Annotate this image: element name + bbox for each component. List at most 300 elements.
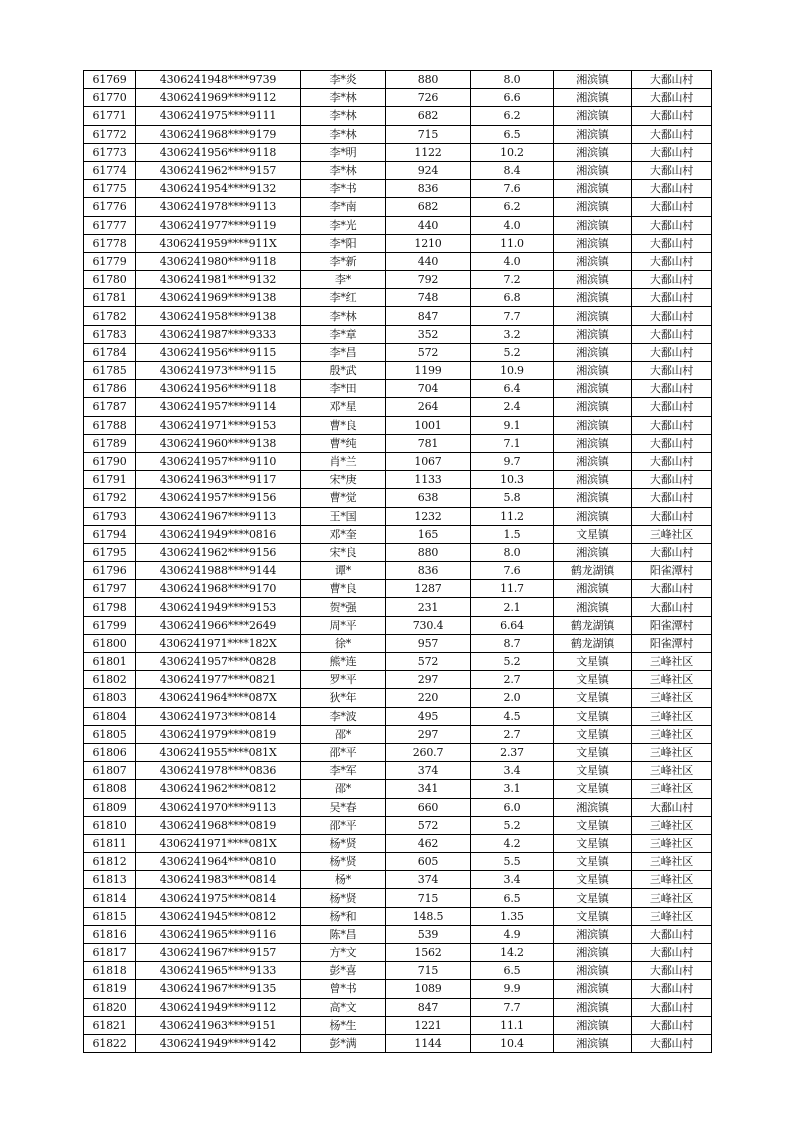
cell-amount: 792 (386, 271, 471, 289)
cell-area: 10.4 (471, 1034, 554, 1052)
cell-area: 5.2 (471, 653, 554, 671)
cell-id-number: 4306241967****9113 (136, 507, 301, 525)
cell-id-number: 4306241957****0828 (136, 653, 301, 671)
cell-row-number: 61776 (84, 198, 136, 216)
cell-town: 湘滨镇 (554, 962, 632, 980)
cell-row-number: 61770 (84, 89, 136, 107)
cell-town: 鹤龙湖镇 (554, 634, 632, 652)
cell-village: 阳雀潭村 (632, 634, 712, 652)
cell-town: 湘滨镇 (554, 234, 632, 252)
cell-village: 大鄱山村 (632, 362, 712, 380)
cell-id-number: 4306241949****9142 (136, 1034, 301, 1052)
cell-town: 湘滨镇 (554, 598, 632, 616)
cell-row-number: 61769 (84, 71, 136, 89)
cell-town: 湘滨镇 (554, 343, 632, 361)
cell-area: 14.2 (471, 944, 554, 962)
table-row (84, 180, 712, 198)
cell-id-number: 4306241968****9179 (136, 125, 301, 143)
table-row (84, 816, 712, 834)
cell-amount: 148.5 (386, 907, 471, 925)
cell-id-number: 4306241956****9115 (136, 343, 301, 361)
cell-town: 湘滨镇 (554, 416, 632, 434)
cell-area: 4.2 (471, 834, 554, 852)
cell-row-number: 61778 (84, 234, 136, 252)
cell-person-name: 宋*良 (301, 543, 386, 561)
cell-id-number: 4306241969****9112 (136, 89, 301, 107)
cell-area: 10.9 (471, 362, 554, 380)
cell-person-name: 彭*满 (301, 1034, 386, 1052)
cell-id-number: 4306241987****9333 (136, 325, 301, 343)
table-row (84, 653, 712, 671)
table-row (84, 161, 712, 179)
cell-village: 大鄱山村 (632, 489, 712, 507)
cell-area: 6.8 (471, 289, 554, 307)
cell-town: 文星镇 (554, 653, 632, 671)
cell-village: 大鄱山村 (632, 216, 712, 234)
cell-person-name: 狄*年 (301, 689, 386, 707)
table-row (84, 525, 712, 543)
cell-row-number: 61820 (84, 998, 136, 1016)
cell-area: 11.2 (471, 507, 554, 525)
cell-amount: 605 (386, 853, 471, 871)
cell-village: 大鄱山村 (632, 471, 712, 489)
cell-id-number: 4306241978****9113 (136, 198, 301, 216)
cell-town: 文星镇 (554, 671, 632, 689)
cell-row-number: 61794 (84, 525, 136, 543)
table-row (84, 853, 712, 871)
table-row (84, 471, 712, 489)
cell-amount: 781 (386, 434, 471, 452)
cell-village: 三峰社区 (632, 707, 712, 725)
cell-id-number: 4306241964****0810 (136, 853, 301, 871)
cell-amount: 836 (386, 180, 471, 198)
cell-area: 4.9 (471, 925, 554, 943)
table-row (84, 634, 712, 652)
cell-town: 湘滨镇 (554, 998, 632, 1016)
cell-village: 大鄱山村 (632, 944, 712, 962)
cell-village: 大鄱山村 (632, 1034, 712, 1052)
table-row (84, 671, 712, 689)
cell-amount: 1144 (386, 1034, 471, 1052)
table-row (84, 362, 712, 380)
cell-area: 7.7 (471, 998, 554, 1016)
cell-person-name: 杨*生 (301, 1016, 386, 1034)
cell-row-number: 61795 (84, 543, 136, 561)
cell-person-name: 李*林 (301, 89, 386, 107)
cell-id-number: 4306241962****0812 (136, 780, 301, 798)
cell-town: 湘滨镇 (554, 925, 632, 943)
cell-id-number: 4306241973****0814 (136, 707, 301, 725)
table-row (84, 834, 712, 852)
cell-amount: 440 (386, 216, 471, 234)
cell-row-number: 61804 (84, 707, 136, 725)
cell-id-number: 4306241971****182X (136, 634, 301, 652)
cell-area: 6.5 (471, 962, 554, 980)
cell-id-number: 4306241966****2649 (136, 616, 301, 634)
cell-person-name: 曹*觉 (301, 489, 386, 507)
table-row (84, 889, 712, 907)
cell-row-number: 61772 (84, 125, 136, 143)
cell-row-number: 61789 (84, 434, 136, 452)
cell-row-number: 61802 (84, 671, 136, 689)
cell-amount: 539 (386, 925, 471, 943)
cell-amount: 715 (386, 889, 471, 907)
cell-village: 大鄱山村 (632, 798, 712, 816)
cell-id-number: 4306241956****9118 (136, 380, 301, 398)
cell-area: 11.0 (471, 234, 554, 252)
cell-town: 湘滨镇 (554, 307, 632, 325)
cell-amount: 352 (386, 325, 471, 343)
cell-town: 文星镇 (554, 525, 632, 543)
cell-person-name: 熊*连 (301, 653, 386, 671)
cell-town: 文星镇 (554, 853, 632, 871)
table-row (84, 998, 712, 1016)
cell-id-number: 4306241962****9156 (136, 543, 301, 561)
cell-id-number: 4306241959****911X (136, 234, 301, 252)
cell-area: 2.7 (471, 671, 554, 689)
cell-person-name: 李*昌 (301, 343, 386, 361)
cell-village: 大鄱山村 (632, 598, 712, 616)
cell-id-number: 4306241968****9170 (136, 580, 301, 598)
cell-village: 大鄱山村 (632, 325, 712, 343)
cell-amount: 231 (386, 598, 471, 616)
table-row (84, 507, 712, 525)
cell-amount: 748 (386, 289, 471, 307)
cell-id-number: 4306241968****0819 (136, 816, 301, 834)
cell-row-number: 61808 (84, 780, 136, 798)
cell-amount: 440 (386, 252, 471, 270)
cell-row-number: 61799 (84, 616, 136, 634)
cell-row-number: 61806 (84, 743, 136, 761)
table-row (84, 1016, 712, 1034)
cell-person-name: 李*波 (301, 707, 386, 725)
cell-town: 湘滨镇 (554, 198, 632, 216)
table-row (84, 962, 712, 980)
cell-id-number: 4306241962****9157 (136, 161, 301, 179)
cell-village: 三峰社区 (632, 671, 712, 689)
cell-id-number: 4306241963****9151 (136, 1016, 301, 1034)
cell-village: 大鄱山村 (632, 289, 712, 307)
cell-village: 大鄱山村 (632, 416, 712, 434)
cell-person-name: 李*军 (301, 762, 386, 780)
cell-id-number: 4306241945****0812 (136, 907, 301, 925)
cell-amount: 572 (386, 653, 471, 671)
cell-row-number: 61803 (84, 689, 136, 707)
cell-town: 湘滨镇 (554, 489, 632, 507)
cell-person-name: 杨*贤 (301, 889, 386, 907)
cell-row-number: 61810 (84, 816, 136, 834)
cell-row-number: 61813 (84, 871, 136, 889)
cell-person-name: 李*新 (301, 252, 386, 270)
cell-id-number: 4306241957****9114 (136, 398, 301, 416)
cell-area: 5.2 (471, 816, 554, 834)
cell-town: 湘滨镇 (554, 1016, 632, 1034)
cell-town: 湘滨镇 (554, 980, 632, 998)
cell-town: 文星镇 (554, 743, 632, 761)
table-row (84, 71, 712, 89)
cell-town: 湘滨镇 (554, 398, 632, 416)
cell-row-number: 61786 (84, 380, 136, 398)
cell-person-name: 李*田 (301, 380, 386, 398)
cell-area: 4.5 (471, 707, 554, 725)
table-row (84, 598, 712, 616)
cell-person-name: 曾*书 (301, 980, 386, 998)
cell-amount: 374 (386, 871, 471, 889)
cell-id-number: 4306241967****9135 (136, 980, 301, 998)
cell-amount: 220 (386, 689, 471, 707)
cell-town: 文星镇 (554, 707, 632, 725)
cell-row-number: 61780 (84, 271, 136, 289)
cell-id-number: 4306241981****9132 (136, 271, 301, 289)
cell-row-number: 61775 (84, 180, 136, 198)
cell-village: 大鄱山村 (632, 89, 712, 107)
cell-row-number: 61781 (84, 289, 136, 307)
cell-area: 9.7 (471, 452, 554, 470)
cell-village: 大鄱山村 (632, 307, 712, 325)
cell-amount: 495 (386, 707, 471, 725)
cell-amount: 957 (386, 634, 471, 652)
cell-area: 8.0 (471, 543, 554, 561)
table-row (84, 925, 712, 943)
cell-area: 6.5 (471, 125, 554, 143)
cell-person-name: 邵* (301, 780, 386, 798)
cell-village: 阳雀潭村 (632, 616, 712, 634)
cell-town: 文星镇 (554, 889, 632, 907)
cell-row-number: 61774 (84, 161, 136, 179)
cell-area: 2.37 (471, 743, 554, 761)
cell-village: 三峰社区 (632, 525, 712, 543)
cell-area: 8.4 (471, 161, 554, 179)
cell-town: 湘滨镇 (554, 180, 632, 198)
cell-area: 10.3 (471, 471, 554, 489)
cell-village: 三峰社区 (632, 889, 712, 907)
cell-town: 湘滨镇 (554, 271, 632, 289)
cell-area: 3.4 (471, 871, 554, 889)
cell-row-number: 61811 (84, 834, 136, 852)
cell-village: 三峰社区 (632, 743, 712, 761)
cell-village: 三峰社区 (632, 907, 712, 925)
cell-person-name: 徐* (301, 634, 386, 652)
cell-person-name: 李*阳 (301, 234, 386, 252)
cell-village: 大鄱山村 (632, 434, 712, 452)
cell-town: 湘滨镇 (554, 944, 632, 962)
cell-town: 文星镇 (554, 780, 632, 798)
cell-village: 大鄱山村 (632, 398, 712, 416)
cell-area: 6.6 (471, 89, 554, 107)
cell-village: 大鄱山村 (632, 962, 712, 980)
cell-village: 大鄱山村 (632, 998, 712, 1016)
cell-village: 三峰社区 (632, 871, 712, 889)
cell-town: 湘滨镇 (554, 289, 632, 307)
cell-person-name: 曹*良 (301, 580, 386, 598)
table-row (84, 689, 712, 707)
cell-row-number: 61792 (84, 489, 136, 507)
cell-row-number: 61790 (84, 452, 136, 470)
cell-village: 大鄱山村 (632, 71, 712, 89)
cell-person-name: 宋*庚 (301, 471, 386, 489)
cell-id-number: 4306241971****9153 (136, 416, 301, 434)
cell-town: 文星镇 (554, 689, 632, 707)
cell-village: 三峰社区 (632, 853, 712, 871)
cell-area: 4.0 (471, 216, 554, 234)
cell-area: 7.7 (471, 307, 554, 325)
cell-town: 湘滨镇 (554, 798, 632, 816)
table-row (84, 343, 712, 361)
table-row (84, 252, 712, 270)
cell-row-number: 61818 (84, 962, 136, 980)
cell-area: 5.2 (471, 343, 554, 361)
cell-id-number: 4306241975****0814 (136, 889, 301, 907)
cell-amount: 1089 (386, 980, 471, 998)
cell-area: 7.6 (471, 562, 554, 580)
cell-amount: 1287 (386, 580, 471, 598)
cell-id-number: 4306241965****9133 (136, 962, 301, 980)
cell-person-name: 李*林 (301, 107, 386, 125)
cell-amount: 1067 (386, 452, 471, 470)
cell-id-number: 4306241977****0821 (136, 671, 301, 689)
cell-area: 2.4 (471, 398, 554, 416)
records-table (83, 70, 712, 1053)
cell-row-number: 61791 (84, 471, 136, 489)
cell-amount: 374 (386, 762, 471, 780)
cell-id-number: 4306241956****9118 (136, 143, 301, 161)
cell-village: 大鄱山村 (632, 343, 712, 361)
table-row (84, 380, 712, 398)
cell-id-number: 4306241964****087X (136, 689, 301, 707)
table-row (84, 198, 712, 216)
cell-area: 4.0 (471, 252, 554, 270)
cell-area: 1.35 (471, 907, 554, 925)
cell-area: 7.1 (471, 434, 554, 452)
table-row (84, 725, 712, 743)
cell-area: 3.1 (471, 780, 554, 798)
cell-village: 大鄱山村 (632, 198, 712, 216)
cell-id-number: 4306241988****9144 (136, 562, 301, 580)
table-row (84, 325, 712, 343)
table-row (84, 434, 712, 452)
table-row (84, 107, 712, 125)
cell-row-number: 61782 (84, 307, 136, 325)
cell-id-number: 4306241973****9115 (136, 362, 301, 380)
cell-area: 6.5 (471, 889, 554, 907)
cell-amount: 1122 (386, 143, 471, 161)
cell-town: 湘滨镇 (554, 125, 632, 143)
cell-town: 湘滨镇 (554, 107, 632, 125)
cell-person-name: 李*明 (301, 143, 386, 161)
cell-amount: 1232 (386, 507, 471, 525)
cell-id-number: 4306241963****9117 (136, 471, 301, 489)
cell-town: 湘滨镇 (554, 543, 632, 561)
cell-amount: 1562 (386, 944, 471, 962)
cell-person-name: 邓*星 (301, 398, 386, 416)
cell-area: 6.2 (471, 107, 554, 125)
table-row (84, 980, 712, 998)
cell-amount: 847 (386, 307, 471, 325)
table-row (84, 798, 712, 816)
cell-village: 三峰社区 (632, 725, 712, 743)
table-row (84, 489, 712, 507)
cell-area: 6.2 (471, 198, 554, 216)
cell-amount: 297 (386, 671, 471, 689)
cell-amount: 1133 (386, 471, 471, 489)
cell-amount: 880 (386, 71, 471, 89)
cell-village: 阳雀潭村 (632, 562, 712, 580)
cell-amount: 730.4 (386, 616, 471, 634)
cell-town: 湘滨镇 (554, 362, 632, 380)
cell-area: 11.7 (471, 580, 554, 598)
cell-id-number: 4306241971****081X (136, 834, 301, 852)
cell-person-name: 彭*喜 (301, 962, 386, 980)
cell-area: 2.0 (471, 689, 554, 707)
cell-town: 湘滨镇 (554, 161, 632, 179)
cell-row-number: 61797 (84, 580, 136, 598)
table-row (84, 307, 712, 325)
cell-area: 5.5 (471, 853, 554, 871)
table-row (84, 271, 712, 289)
cell-town: 湘滨镇 (554, 325, 632, 343)
cell-person-name: 贺*强 (301, 598, 386, 616)
cell-row-number: 61779 (84, 252, 136, 270)
cell-village: 大鄱山村 (632, 507, 712, 525)
cell-row-number: 61784 (84, 343, 136, 361)
table-row (84, 216, 712, 234)
table-row (84, 707, 712, 725)
cell-amount: 924 (386, 161, 471, 179)
cell-amount: 726 (386, 89, 471, 107)
cell-amount: 660 (386, 798, 471, 816)
cell-village: 大鄱山村 (632, 234, 712, 252)
table-row (84, 871, 712, 889)
cell-village: 三峰社区 (632, 816, 712, 834)
cell-amount: 638 (386, 489, 471, 507)
cell-village: 大鄱山村 (632, 1016, 712, 1034)
cell-village: 三峰社区 (632, 834, 712, 852)
cell-amount: 1001 (386, 416, 471, 434)
table-row (84, 143, 712, 161)
cell-person-name: 李*林 (301, 161, 386, 179)
cell-id-number: 4306241955****081X (136, 743, 301, 761)
cell-person-name: 邵* (301, 725, 386, 743)
table-body (84, 71, 712, 1053)
cell-town: 湘滨镇 (554, 216, 632, 234)
cell-area: 6.0 (471, 798, 554, 816)
cell-row-number: 61812 (84, 853, 136, 871)
cell-id-number: 4306241980****9118 (136, 252, 301, 270)
cell-id-number: 4306241967****9157 (136, 944, 301, 962)
cell-area: 9.1 (471, 416, 554, 434)
cell-person-name: 杨*贤 (301, 853, 386, 871)
cell-area: 6.4 (471, 380, 554, 398)
cell-person-name: 吴*春 (301, 798, 386, 816)
cell-area: 1.5 (471, 525, 554, 543)
cell-id-number: 4306241975****9111 (136, 107, 301, 125)
cell-village: 大鄱山村 (632, 543, 712, 561)
table-row (84, 1034, 712, 1052)
cell-row-number: 61771 (84, 107, 136, 125)
cell-village: 大鄱山村 (632, 180, 712, 198)
table-row (84, 907, 712, 925)
cell-area: 5.8 (471, 489, 554, 507)
cell-village: 大鄱山村 (632, 271, 712, 289)
cell-person-name: 邓*奎 (301, 525, 386, 543)
cell-row-number: 61800 (84, 634, 136, 652)
cell-id-number: 4306241965****9116 (136, 925, 301, 943)
cell-id-number: 4306241957****9110 (136, 452, 301, 470)
cell-amount: 704 (386, 380, 471, 398)
cell-id-number: 4306241978****0836 (136, 762, 301, 780)
cell-amount: 847 (386, 998, 471, 1016)
cell-id-number: 4306241949****9112 (136, 998, 301, 1016)
